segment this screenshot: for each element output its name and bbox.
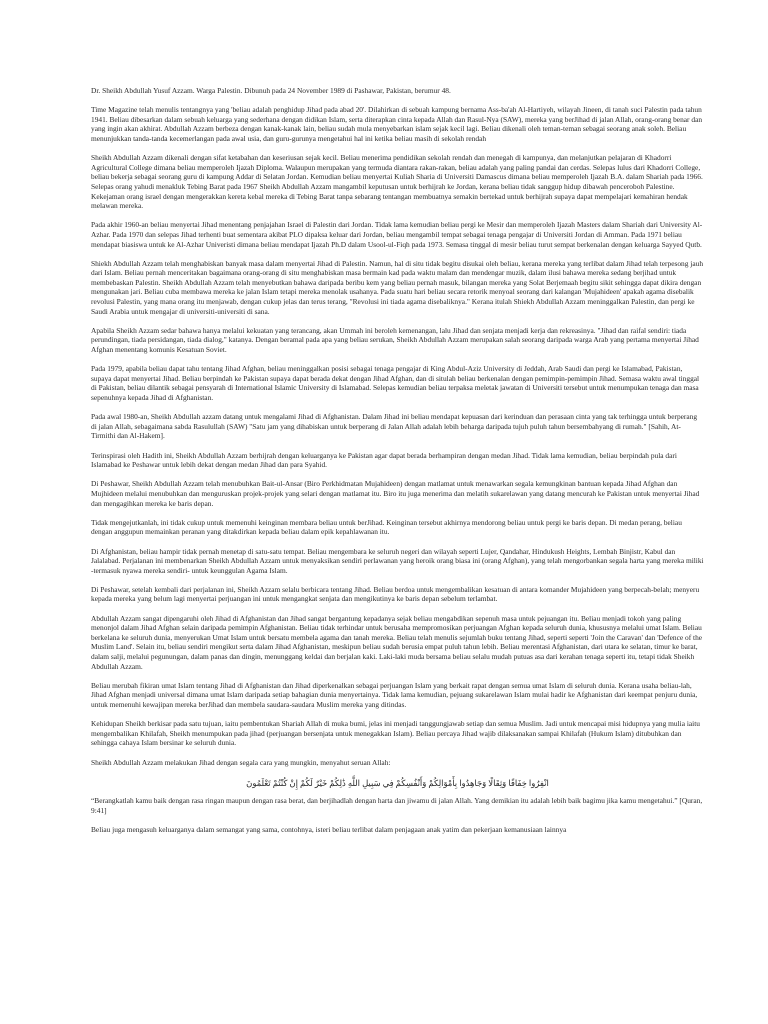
paragraph: Apabila Sheikh Azzam sedar bahawa hanya melalui kekuatan yang terancang, akan Ummah ini beroleh kemenangan, lalu Jihad dan senjata menjadi kerja dan rekreasinya. "Jihad dan raifal sendiri: tiada perundingan, tiada persidangan, tiada dialog," katanya. Dengan beramal pada apa yang beliau serukan, Sheikh Abdullah Azzam merupakan salah seorang daripada warga Arab yang pertama menyertai Jihad Afghan menentang komunis Kesatuan Soviet.: [91, 325, 699, 355]
paragraph: Di Peshawar, Sheikh Abdullah Azzam telah menubuhkan Bait-ul-Ansar (Biro Perkhidmatan Mujahideen) dengan matlamat untuk menawarkan segala kemungkinan bantuan kepada Jihad Afghan dan Mujhideen melalui menubuhkan dan menguruskan projek-projek yang selari dengan matlamat itu. Biro itu juga menerima dan melatih sukarelawan yang datang mencurah ke Pakistan untuk menyertai Jihad dan mengagihkan mereka ke baris depan.: [91, 479, 700, 508]
paragraph: Dr. Sheikh Abdullah Yusuf Azzam. Warga Palestin. Dibunuh pada 24 November 1989 di Pashawar, Pakistan, berumur 48.: [91, 86, 451, 95]
paragraph: Pada 1979, apabila beliau dapat tahu tentang Jihad Afghan, beliau meninggalkan posisi sebagai tenaga pengajar di King Abdul-Aziz University di Jeddah, Arab Saudi dan pergi ke Islamabad, Pakistan, supaya dapat menyertai Jihad. Beliau berpindah ke Pakistan supaya dapat berada dekat dengan Jihad Afghan, dan di situlah beliau berkenalan dengan pemimpin-pemimpin Jihad. Semasa waktu awal tinggal di Pakistan, beliau dilantik sebagai pensyarah di International Islamic University di Islamabad. Selepas kemudian beliau terpaksa meletak jawatan di Universiti tersebut untuk menumpukan tenaga dan masa sepenuhnya kepada Jihad di Afghanistan.: [91, 364, 700, 402]
quran-verse-arabic: انْفِرُوا خِفَافًا وَثِقَالًا وَجَاهِدُوا بِأَمْوَالِكُمْ وَأَنْفُسِكُمْ فِي سَبِيلِ اللَّهِ ذَٰلِكُمْ خَيْرٌ لَكُمْ إِنْ كُنْتُمْ تَعْلَمُونَ: [246, 779, 549, 789]
paragraph: Sheikh Abdullah Azzam dikenali dengan sifat ketabahan dan keseriusan sejak kecil. Beliau menerima pendidikan sekolah rendah dan menegah di kampunya, dan melanjutkan pelajaran di Khadorri Agricultural College dimana beliau memperoleh Ijazah Diploma. Walaupun merupakan yang termuda diantara rakan-rakan, beliau adalah yang paling pandai dan cerdas. Selepas lulus dari Khadorri College, beliau bekerja sebagai seorang guru di kampung Addar di Selatan Jordan. Kemudian beliau menyertai Kuliah Sharia di Universiti Damascus dimana beliau memperoleh Ijazah B.A. dalam Shariah pada 1966. Selepas orang yahudi menakluk Tebing Barat pada 1967 Sheikh Abdullah Azzam mangambil keputusan untuk berhijrah ke Jordan, kerana beliau tidak sanggup hidup dibawah penceroboh Palestine. Kekejaman orang israel dengan mengerakkan kereta kebal mereka di Tebing Barat tanpa sebarang tentangan membuatnya semakin bertekad untuk berhijrah supaya dapat mempelajari kemahiran hendak melawan mereka.: [91, 153, 703, 211]
paragraph: Pada awal 1980-an, Sheikh Abdullah azzam datang untuk mengalami Jihad di Afghanistan. Dalam Jihad ini beliau mendapat kepuasan dari kerinduan dan perasaan cinta yang tak terhingga untuk berperang di jalan Allah, sebagaimana sabda Rasulullah (SAW) "Satu jam yang dihabiskan untuk berperang di Jalan Allah adalah lebih beharga daripada tujuh puluh tahun bersembahyang di rumah." [Sahih, At-Tirmithi dan Al-Hakem].: [91, 412, 698, 441]
paragraph: Abdullah Azzam sangat dipengaruhi oleh Jihad di Afghanistan dan Jihad sangat bergantung kepadanya sejak beliau mengabdikan sepenuh masa untuk pejuangan itu. Beliau menjadi tokoh yang paling menonjol dalam Jihad Afghan selain daripada pemimpin Afghanistan. Beliau tidak terhindar untuk berusaha mempromosikan perjuangan Afghan kepada seluruh dunia, khususnya melalui umat Islam. Beliau berkelana ke seluruh dunia, menyerukan Umat Islam untuk bersatu membela agama dan tanah mereka. Beliau telah menulis sejumlah buku tentang Jihad, seperti seperti 'Join the Caravan' dan 'Defence of the Muslim Land'. Selain itu, beliau sendiri mengikut serta dalam Jihad Afghanistan, meskipun beliau sudah berusia empat puluh tahun lebih. Beliau merentasi Afghanistan, dari utara ke selatan, timur ke barat, dalam salji, melalui pegunungan, dalam panas dan dingin, menunggang keldai dan berjalan kaki. Laki-laki muda bersama beliau selalu mudah putuas asa dari kerahan tenaga seperti itu, tetapi tidak Sheikh Abdullah Azzam.: [91, 613, 703, 671]
quran-verse-translation: “Berangkatlah kamu baik dengan rasa ringan maupun dengan rasa berat, dan berjihadlah dengan harta dan jiwamu di jalan Allah. Yang demikian itu adalah lebih baik bagimu jika kamu mengetahui.” [Quran, 9:41]: [91, 796, 703, 815]
paragraph: Di Peshawar, setelah kembali dari perjalanan ini, Sheikh Azzam selalu berbicara tentang Jihad. Beliau berdoa untuk mengembalikan kesatuan di antara komander Mujahideen yang berpecah-belah; menyeru kepada mereka yang belum lagi menyertai perjuangan ini untuk mengangkat senjata dan mengikutinya ke baris depan sebelum terlambat.: [91, 584, 700, 604]
paragraph: Beliau merubah fikiran umat Islam tentang Jihad di Afghanistan dan Jihad diperkenalkan sebagai perjuangan Islam yang berkait rapat dengan semua umat Islam di seluruh dunia. Kerana usaha beliau-lah, Jihad Afghan menjadi universal dimana umat Islam daripada setiap bahagian dunia menyertainya. Tidak lama kemudian, pejuang sukarelawan Islam mulai hadir ke Afghanistan dari keempat penjuru dunia, untuk memenuhi kewajipan mereka berJihad dan membela saudara-saudara Muslim mereka yang ditindas.: [91, 680, 698, 709]
paragraph: Terinspirasi oleh Hadith ini, Sheikh Abdullah Azzam berhijrah dengan keluarganya ke Pakistan agar dapat berada berhampiran dengan medan Jihad. Tidak lama kemudian, beliau berpindah pula dari Islamabad ke Peshawar untuk lebih dekat dengan medan Jihad dan para Syahid.: [91, 450, 677, 470]
paragraph: Time Magazine telah menulis tentangnya yang 'beliau adalah penghidup Jihad pada abad 20'. Dilahirkan di sebuah kampung bernama Ass-ba'ah Al-Hartiyeh, wilayah Jineen, di tanah suci Palestin pada tahun 1941. Beliau dibesarkan dalam sebuah keluarga yang sederhana dengan didikan Islam, serta diterapkan cinta kepada Allah dan Rasul-Nya (SAW), mereka yang berJihad di jalan Allah, orang-orang benar dan yang ingin akan akhirat. Abdullah Azzam berbeza dengan kanak-kanak lain, beliau sudah mula menyebarkan islam sejak kecil lagi. Beliau dikenali oleh teman-teman sebagai seorang anak soleh. Beliau menunjukkan tanda-tanda kecemerlangan pada awal usia, dan guru-gurunya mengetahui hal ini ketika beliau masih di sekolah rendah: [91, 105, 703, 143]
paragraph: Sheikh Abdullah Azzam melakukan Jihad dengan segala cara yang mungkin, menyahut seruan Allah:: [91, 757, 391, 767]
paragraph: Shiekh Abdullah Azzam telah menghabiskan banyak masa dalam menyertai Jihad di Palestin. Namun, hal di situ tidak begitu disukai oleh beliau, kerana mereka yang terlibat dalam Jihad telah terpesong jauh dari Islam. Beliau pernah menceritakan bagaimana orang-orang di situ menghabiskan masa bermain kad pada waktu malam dan mendengar muzik, dalam ilusi bahawa mereka sedang berjihad untuk membebaskan Palestin. Sheikh Abdullah Azzam telah menyebutkan bahawa daripada beribu kem yang beliau pernah masuk, bilangan mereka yang Solat Berjemaah begitu sikit sehingga dapat dikira dengan mengunakan jari. Beliau cuba membawa mereka ke jalan Islam tetapi mereka menolak usahanya. Pada suatu hari beliau secara retorik menyoal seorang dari kalangan 'Mujahideen' apakah agama disebalik revolusi Palestin, yang mana orang itu menjawab, dengan cukup jelas dan terus terang, "Revolusi ini tiada agama disebaliknya." Kerana itulah Shiekh Abdullah Azzam meninggalkan Palestin, dan pergi ke Saudi Arabia untuk mengajar di universiti-universiti di sana.: [91, 258, 704, 316]
paragraph: Di Afghanistan, beliau hampir tidak pernah menetap di satu-satu tempat. Beliau mengembara ke seluruh negeri dan wilayah seperti Lujer, Qandahar, Hindukush Heights, Lembah Binjistr, Kabul dan Jalalabad. Perjalanan ini membenarkan Sheikh Abdullah Azzam untuk menyaksikan sendiri perlawanan yang heroik orang biasa ini (orang Afghan), yang telah mengorbankan segala harta yang mereka miliki -termasuk nyawa mereka sendiri- untuk keunggulan Agama Islam.: [91, 546, 704, 575]
closing-paragraph: Beliau juga mengasuh keluarganya dalam semangat yang sama, contohnya, isteri beliau terlibat dalam penjagaan anak yatim dan pekerjaan kemanusiaan lainnya: [91, 824, 567, 834]
paragraph: Pada akhir 1960-an beliau menyertai Jihad menentang penjajahan Israel di Palestin dari Jordan. Tidak lama kemudian beliau pergi ke Mesir dan memperoleh Ijazah Masters dalam Shariah dari University Al-Azhar. Pada 1970 dan selepas Jihad terhenti buat sementara akibat PLO dipaksa keluar dari Jordan, beliau mengambil tempat sebagai tenaga pengajar di Universiti Jordan di Amman. Pada 1971 beliau mendapat biasiswa untuk ke Al-Azhar Univeristi dimana beliau mendapat Ijazah Ph.D dalam Usool-ul-Fiqh pada 1973. Semasa tinggal di mesir beliau turut sempat berkenalan dengan keluarga Sayyed Qutb.: [91, 220, 703, 249]
paragraph: Kehidupan Sheikh berkisar pada satu tujuan, iaitu pembentukan Shariah Allah di muka bumi, jelas ini menjadi tanggungjawab setiap dan semua Muslim. Jadi untuk mencapai misi hidupnya yang mulia iaitu mengembalikan Khilafah, Sheikh menumpukan pada jihad (perjuangan bersenjata untuk menegakkan Islam). Beliau percaya Jihad wajib dilaksanakan sampai Khilafah (Hukum Islam) ditubuhkan dan sehingga cahaya Islam bersinar ke seluruh dunia.: [91, 719, 700, 748]
paragraph: Tidak mengejutkanlah, ini tidak cukup untuk memenuhi keinginan membara beliau untuk berJihad. Keinginan tersebut akhirnya mendorong beliau untuk pergi ke baris depan. Di medan perang, beliau dengan anggupun memainkan peranan yang ditakdirkan kepada beliau dalam epik kepahlawanan itu.: [91, 517, 682, 537]
